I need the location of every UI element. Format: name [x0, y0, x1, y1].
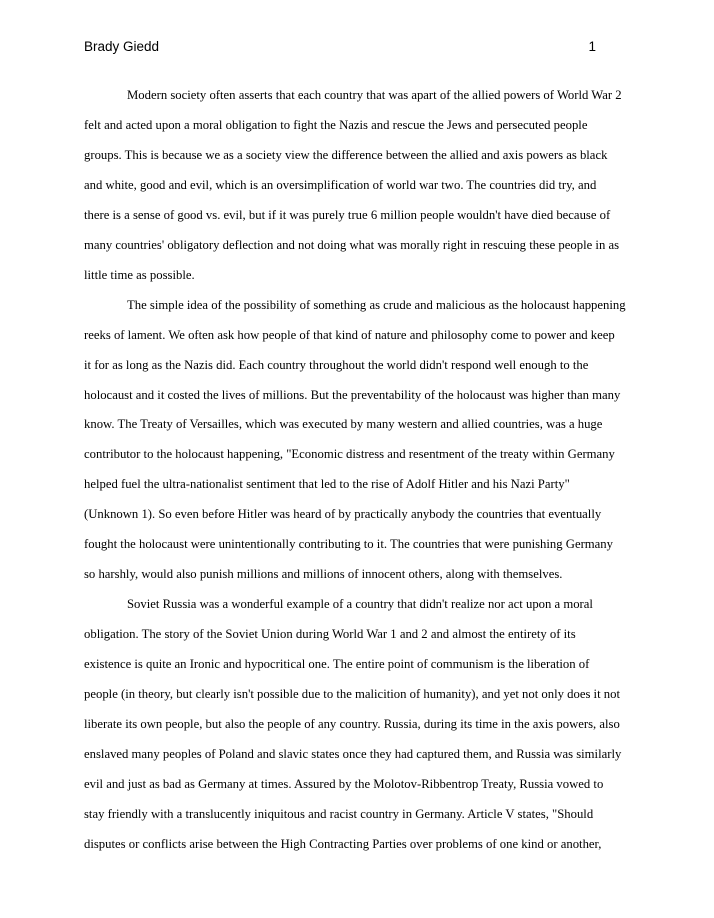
- text-line: groups. This is because we as a society view the difference between the allied and axis powers as black: [84, 147, 608, 162]
- text-line: fought the holocaust were unintentionally contributing to it. The countries that were punishing Germany: [84, 537, 613, 552]
- text-line: it for as long as the Nazis did. Each country throughout the world didn't respond well enough to the: [84, 357, 589, 372]
- text-line: stay friendly with a translucently iniquitous and racist country in Germany. Article V states, "Should: [84, 806, 594, 821]
- text-line: holocaust and it costed the lives of millions. But the preventability of the holocaust was higher than many: [84, 387, 621, 402]
- text-line: contributor to the holocaust happening, "Economic distress and resentment of the treaty within Germany: [84, 447, 615, 462]
- text-line: Soviet Russia was a wonderful example of a country that didn't realize nor act upon a moral: [127, 597, 593, 612]
- text-line: (Unknown 1). So even before Hitler was heard of by practically anybody the countries that eventually: [84, 507, 602, 522]
- text-line: disputes or conflicts arise between the High Contracting Parties over problems of one kind or another,: [84, 836, 602, 851]
- paragraph: [84, 81, 634, 291]
- text-line: reeks of lament. We often ask how people of that kind of nature and philosophy come to power and keep: [84, 327, 615, 342]
- paragraph: [84, 291, 634, 591]
- text-line: and white, good and evil, which is an oversimplification of world war two. The countries did try, and: [84, 177, 597, 192]
- text-line: helped fuel the ultra-nationalist sentiment that led to the rise of Adolf Hitler and his Nazi Party": [84, 477, 570, 492]
- text-line: many countries' obligatory deflection and not doing what was morally right in rescuing these people in as: [84, 237, 620, 252]
- text-line: The simple idea of the possibility of something as crude and malicious as the holocaust happening: [127, 297, 626, 312]
- text-line: existence is quite an Ironic and hypocritical one. The entire point of communism is the liberation of: [84, 657, 590, 672]
- text-line: there is a sense of good vs. evil, but if it was purely true 6 million people wouldn't have died because of: [84, 207, 611, 222]
- text-line: so harshly, would also punish millions and millions of innocent others, along with themselves.: [84, 567, 563, 582]
- text-line: evil and just as bad as Germany at times. Assured by the Molotov-Ribbentrop Treaty, Russia vowed to: [84, 776, 604, 791]
- text-line: Modern society often asserts that each country that was apart of the allied powers of World War 2: [127, 88, 622, 102]
- paragraph: [84, 590, 634, 860]
- text-line: enslaved many peoples of Poland and slavic states once they had captured them, and Russia was similarly: [84, 746, 622, 761]
- author-name: Brady Giedd: [84, 39, 160, 54]
- text-line: know. The Treaty of Versailles, which was executed by many western and allied countries, was a huge: [84, 417, 603, 432]
- text-line: liberate its own people, but also the people of any country. Russia, during its time in the axis powers, also: [84, 717, 620, 732]
- text-line: people (in theory, but clearly isn't possible due to the malicition of humanity), and yet not only does it not: [84, 687, 620, 702]
- text-line: obligation. The story of the Soviet Union during World War 1 and 2 and almost the entirety of its: [84, 627, 576, 642]
- text-line: felt and acted upon a moral obligation to fight the Nazis and rescue the Jews and persecuted people: [84, 117, 588, 132]
- document-body: [84, 81, 634, 860]
- page-number: 1: [588, 39, 596, 54]
- text-line: little time as possible.: [84, 267, 195, 282]
- page-header: [84, 39, 596, 57]
